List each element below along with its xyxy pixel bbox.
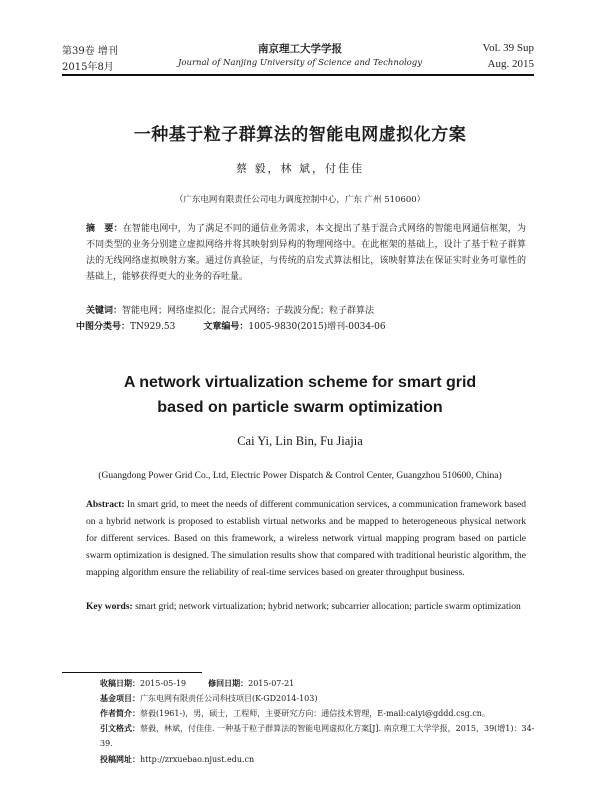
affiliation-cn: （广东电网有限责任公司电力调度控制中心，广东 广州 510600） [174, 195, 426, 205]
date-cn: 2015年8月 [62, 62, 114, 73]
url-label: 投稿网址： [100, 755, 140, 764]
revised-label: 修回日期： [208, 679, 249, 688]
citation-label: 引文格式： [100, 724, 140, 733]
authors-en: Cai Yi, Lin Bin, Fu Jiajia [237, 434, 363, 448]
citation-text: 蔡毅，林斌，付佳佳. 一种基于粒子群算法的智能电网虚拟化方案[J]. 南京理工大学学报，2015，39(增1)：34-39. [100, 724, 535, 748]
abstract-cn [86, 221, 526, 285]
abstract-en [86, 497, 526, 582]
keywords-label-en: Key words: [86, 602, 133, 612]
footnote-citation [100, 721, 540, 751]
keywords-cn [86, 303, 526, 319]
paper-title-cn: 一种基于粒子群算法的智能电网虚拟化方案 [133, 125, 467, 145]
volume-cn: 第39卷 增刊 [62, 46, 118, 57]
abstract-label-en: Abstract: [86, 500, 125, 510]
url-text[interactable]: http://zrxuebao.njust.edu.cn [140, 755, 255, 764]
abstract-label-cn: 摘 要： [86, 224, 123, 234]
keywords-text-cn: 智能电网；网络虚拟化；混合式网络；子载波分配；粒子群算法 [122, 306, 375, 316]
abstract-text-cn: 在智能电网中，为了满足不同的通信业务需求，本文提出了基于混合式网络的智能电网通信框架，为不同类型的业务分别建立虚拟网络并将其映射到异构的物理网络中。在此框架的基础上，设计了基于粒子群算法的无线网络虚拟映射方案。通过仿真验证，与传统的启发式算法相比，该映射算法在保证实时业务可靠性的基础上，能够获得更大的业务的吞吐量。 [86, 224, 526, 282]
affiliation-en: (Guangdong Power Grid Co., Ltd, Electric Power Dispatch & Control Center, Guangzhou 510600, China) [98, 471, 502, 481]
authors-cn: 蔡 毅，林 斌，付佳佳 [236, 162, 364, 175]
paper-title-en-line2: based on particle swarm optimization [157, 399, 443, 416]
date-en: Aug. 2015 [487, 58, 534, 70]
footnote-author [100, 706, 540, 721]
keywords-text-en: smart grid; network virtualization; hybrid network; subcarrier allocation; particle swarm optimization [132, 602, 521, 612]
volume-en: Vol. 39 Sup [482, 42, 534, 54]
class-value: TN929.53 [130, 322, 176, 332]
footnote-url [100, 752, 540, 767]
doc-value: 1005-9830(2015)增刊-0034-06 [248, 322, 386, 332]
revised-date: 2015-07-21 [248, 679, 295, 688]
classification-line [76, 319, 536, 335]
author-bio-text: 蔡毅(1961-)，男，硕士，工程师，主要研究方向：通信技术管理，E-mail:caiyi@gddd.csg.cn。 [140, 709, 490, 718]
fund-label: 基金项目： [100, 694, 140, 703]
footnote-fund [100, 691, 540, 706]
keywords-en [86, 599, 526, 616]
doc-label: 文章编号： [203, 322, 249, 332]
journal-name-en: Journal of Nanjing University of Science and Technology [177, 58, 423, 68]
keywords-label-cn: 关键词： [86, 306, 123, 316]
received-date: 2015-05-19 [140, 679, 187, 688]
abstract-text-en: In smart grid, to meet the needs of different communication services, a communication framework based on a hybrid network is proposed to establish virtual networks and be mapped to heterogeneous physical network for different services. Based on this framework, a wireless network virtual mapping program based on particle swarm optimization is designed. The simulation results show that compared with traditional heuristic algorithm, the mapping algorithm ensure the reliability of real-time services based on greater throughput business. [86, 500, 526, 578]
class-label: 中图分类号： [76, 322, 131, 332]
header-rule [62, 74, 534, 76]
footnote-dates [100, 676, 540, 691]
journal-name-cn: 南京理工大学学报 [258, 43, 342, 55]
footnote-rule [62, 672, 202, 673]
fund-text: 广东电网有限责任公司科技项目(K-GD2014-103) [140, 694, 318, 703]
received-label: 收稿日期： [100, 679, 140, 688]
author-bio-label: 作者简介： [100, 709, 140, 718]
paper-title-en-line1: A network virtualization scheme for smart grid [123, 374, 477, 391]
